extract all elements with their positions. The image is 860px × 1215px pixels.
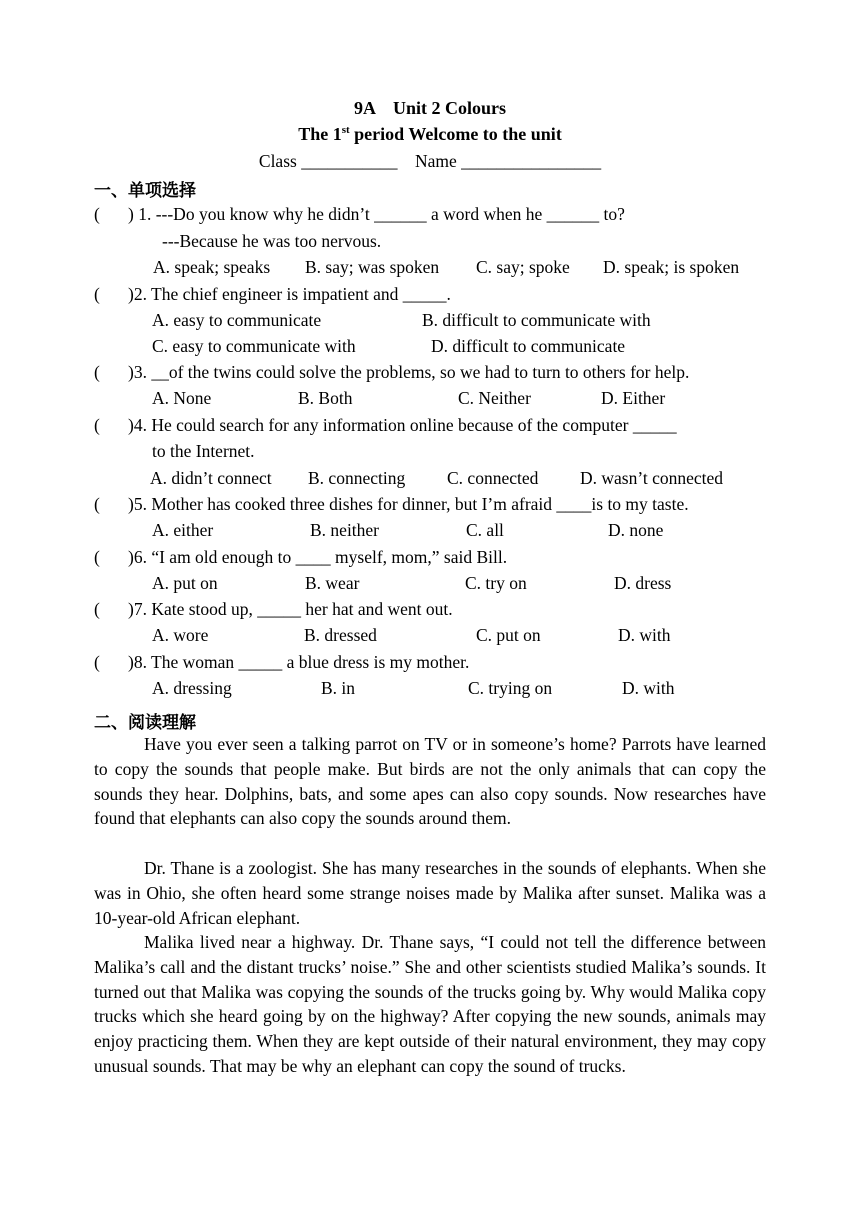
option-q6-c: C. try on bbox=[465, 573, 527, 593]
option-q3-d: D. Either bbox=[601, 388, 666, 408]
option-q2-c: C. easy to communicate with bbox=[152, 336, 356, 356]
question-text: )3. __of the twins could solve the problems, so we had to turn to others for help. bbox=[128, 362, 690, 382]
option-q7-d: D. with bbox=[618, 625, 671, 645]
passage-paragraph-2: Dr. Thane is a zoologist. She has many researches in the sounds of elephants. When she was in Ohio, she often heard some strange noises made by Malika after sunset. Malika was a 10-year-old African elephant. bbox=[94, 858, 766, 928]
option-q3-a: A. None bbox=[152, 388, 212, 408]
option-q1-d: D. speak; is spoken bbox=[603, 257, 740, 277]
option-q2-a: A. easy to communicate bbox=[152, 310, 322, 330]
option-q7-c: C. put on bbox=[476, 625, 541, 645]
question-text: )8. The woman _____ a blue dress is my mother. bbox=[128, 652, 470, 672]
question-1 bbox=[94, 204, 625, 224]
section-heading-choice: 一、单项选择 bbox=[94, 181, 196, 201]
answer-blank[interactable]: ( bbox=[94, 415, 100, 435]
option-q7-b: B. dressed bbox=[304, 625, 377, 645]
option-q6-b: B. wear bbox=[305, 573, 360, 593]
option-q8-d: D. with bbox=[622, 678, 675, 698]
question-6 bbox=[94, 547, 507, 567]
option-q1-a: A. speak; speaks bbox=[153, 257, 271, 277]
answer-blank[interactable]: ( bbox=[94, 284, 100, 304]
option-q5-d: D. none bbox=[608, 520, 664, 540]
answer-blank[interactable]: ( bbox=[94, 599, 100, 619]
question-text: )6. “I am old enough to ____ myself, mom,” said Bill. bbox=[128, 547, 508, 567]
option-q2-b: B. difficult to communicate with bbox=[422, 310, 651, 330]
question-8 bbox=[94, 652, 469, 672]
answer-blank[interactable]: ( bbox=[94, 204, 100, 224]
question-7 bbox=[94, 599, 453, 619]
unit-title: 9A Unit 2 Colours bbox=[353, 98, 506, 118]
question-4 bbox=[94, 415, 677, 435]
option-q8-b: B. in bbox=[321, 678, 356, 698]
passage-paragraph-1: Have you ever seen a talking parrot on TV or in someone’s home? Parrots have learned to copy the sounds that people make. But birds are not the only animals that can copy the sounds they hear. Dolphins, bats, and some apes can also copy sounds. Now researches have found that elephants can also copy the sounds around them. bbox=[94, 734, 766, 829]
question-2 bbox=[94, 284, 451, 304]
option-q8-c: C. trying on bbox=[468, 678, 553, 698]
option-q4-a: A. didn’t connect bbox=[150, 468, 272, 488]
class-name-line: Class ___________ Name ________________ bbox=[258, 151, 602, 171]
option-q4-c: C. connected bbox=[447, 468, 539, 488]
question-text: )5. Mother has cooked three dishes for dinner, but I’m afraid ____is to my taste. bbox=[128, 494, 689, 514]
question-text: )4. He could search for any information online because of the computer _____ bbox=[128, 415, 677, 435]
option-q8-a: A. dressing bbox=[152, 678, 232, 698]
option-q1-b: B. say; was spoken bbox=[305, 257, 440, 277]
period-title-pre: The 1 bbox=[298, 124, 342, 144]
question-5 bbox=[94, 494, 689, 514]
option-q5-c: C. all bbox=[466, 520, 504, 540]
option-q4-b: B. connecting bbox=[308, 468, 406, 488]
answer-blank[interactable]: ( bbox=[94, 547, 100, 567]
question-1-reply: ---Because he was too nervous. bbox=[162, 231, 382, 251]
period-title-post: period Welcome to the unit bbox=[349, 124, 562, 144]
option-q5-a: A. either bbox=[152, 520, 214, 540]
question-text: )2. The chief engineer is impatient and _____. bbox=[128, 284, 451, 304]
option-q4-d: D. wasn’t connected bbox=[580, 468, 724, 488]
answer-blank[interactable]: ( bbox=[94, 362, 100, 382]
option-q6-d: D. dress bbox=[614, 573, 672, 593]
period-title-sup: st bbox=[341, 124, 350, 136]
answer-blank[interactable]: ( bbox=[94, 652, 100, 672]
question-3 bbox=[94, 362, 689, 382]
section-heading-reading: 二、阅读理解 bbox=[94, 713, 196, 733]
option-q7-a: A. wore bbox=[152, 625, 209, 645]
period-title bbox=[0, 124, 860, 145]
question-text: ) 1. ---Do you know why he didn’t ______ a word when he ______ to? bbox=[128, 204, 625, 224]
option-q3-c: C. Neither bbox=[458, 388, 531, 408]
option-q3-b: B. Both bbox=[298, 388, 353, 408]
passage-paragraph-3: Malika lived near a highway. Dr. Thane says, “I could not tell the difference between Malika’s call and the distant trucks’ noise.” She and other scientists studied Malika’s sounds. It turned out that Malika was copying the sounds of the trucks going by. Why would Malika copy trucks which she heard going by on the highway? After copying the new sounds, animals may enjoy practicing them. When they are kept outside of their natural environment, they may copy unusual sounds. That may be why an elephant can copy the sound of trucks. bbox=[94, 932, 766, 1076]
question-text: )7. Kate stood up, _____ her hat and went out. bbox=[128, 599, 453, 619]
option-q2-d: D. difficult to communicate bbox=[431, 336, 626, 356]
option-q6-a: A. put on bbox=[152, 573, 218, 593]
option-q1-c: C. say; spoke bbox=[476, 257, 570, 277]
answer-blank[interactable]: ( bbox=[94, 494, 100, 514]
question-4-continuation: to the Internet. bbox=[152, 441, 255, 461]
option-q5-b: B. neither bbox=[310, 520, 380, 540]
